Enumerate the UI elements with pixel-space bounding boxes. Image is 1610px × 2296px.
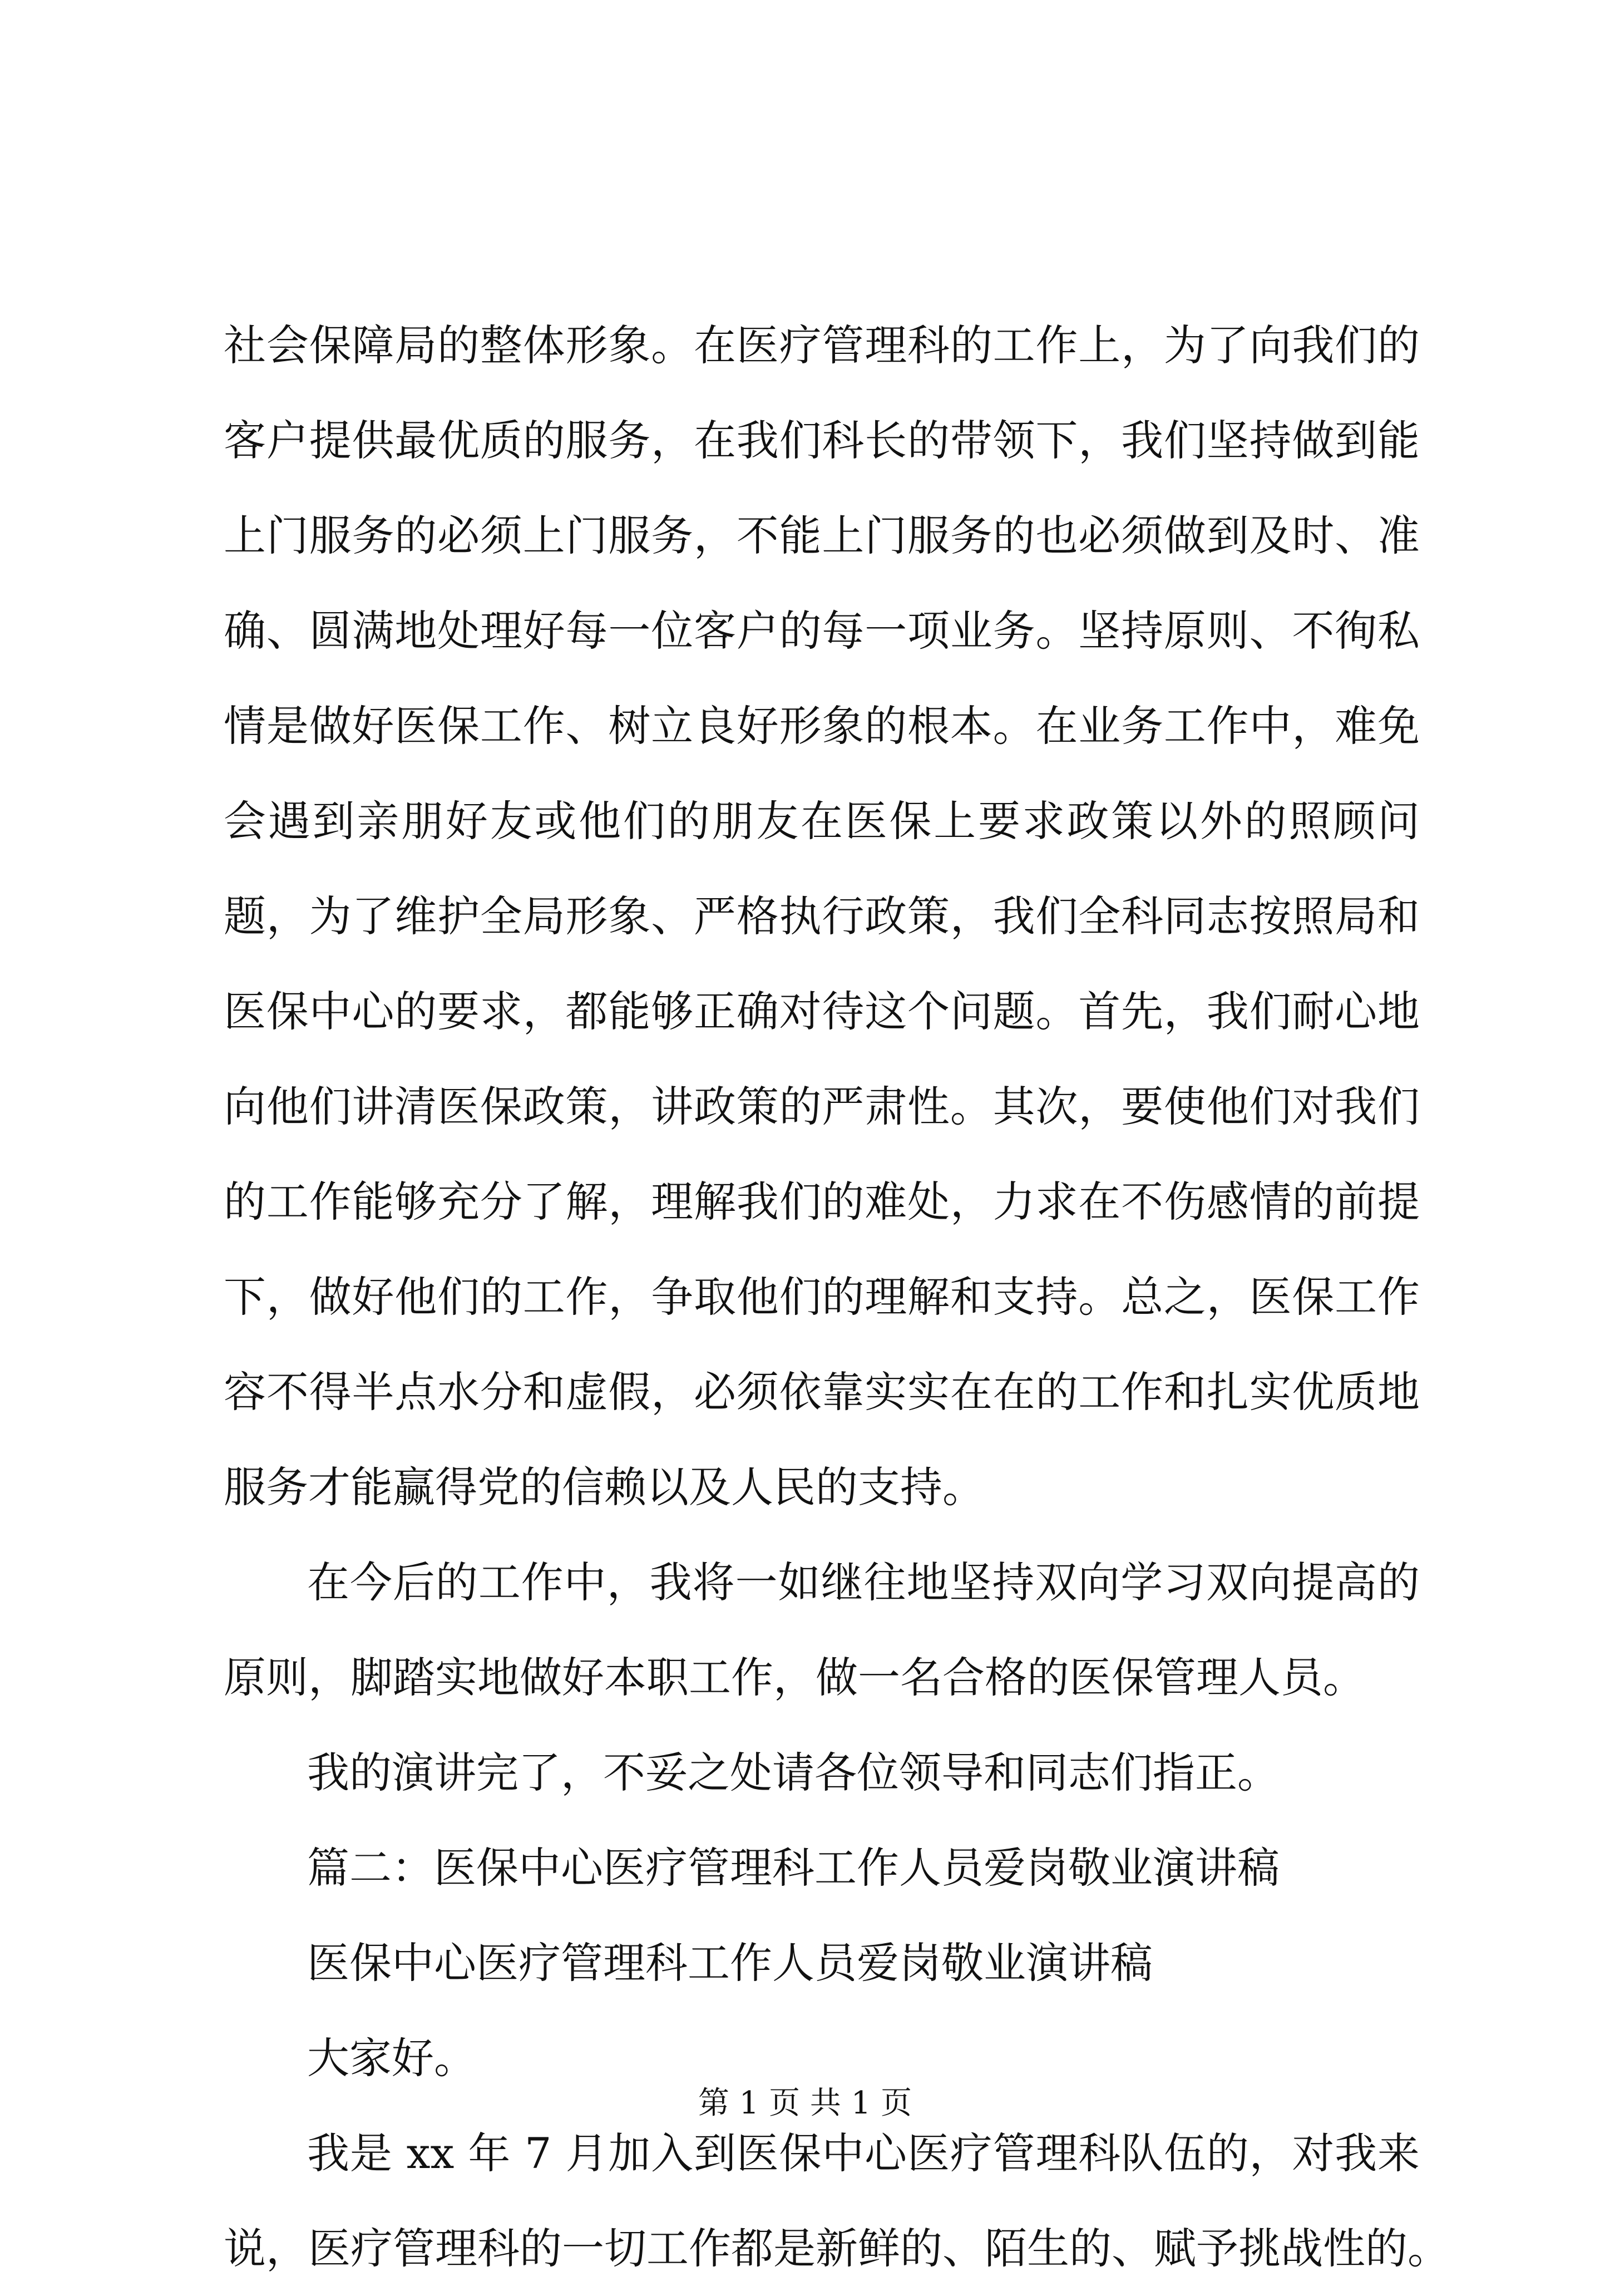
text-line: 情是做好医保工作、树立良好形象的根本。在业务工作中，难免: [224, 701, 1420, 751]
text-line: 向他们讲清医保政策，讲政策的严肃性。其次，要使他们对我们: [224, 1082, 1420, 1131]
text-line: 医保中心的要求，都能够正确对待这个问题。首先，我们耐心地: [224, 987, 1420, 1036]
text-line: 的工作能够充分了解，理解我们的难处，力求在不伤感情的前提: [224, 1177, 1420, 1226]
speech-title: 医保中心医疗管理科工作人员爱岗敬业演讲稿: [307, 1938, 1153, 1988]
body-text: [224, 298, 1450, 2296]
text-line: 题，为了维护全局形象、严格执行政策，我们全科同志按照局和: [224, 891, 1420, 941]
text-line: 服务才能赢得党的信赖以及人民的支持。: [224, 1462, 985, 1512]
text-line: 容不得半点水分和虚假，必须依靠实实在在的工作和扎实优质地: [224, 1367, 1420, 1417]
text-line: 原则，脚踏实地做好本职工作，做一名合格的医保管理人员。: [224, 1653, 1365, 1702]
section-heading: 篇二：医保中心医疗管理科工作人员爱岗敬业演讲稿: [307, 1843, 1280, 1893]
text-line: 客户提供最优质的服务，在我们科长的带领下，我们坚持做到能: [224, 416, 1420, 465]
text-line: 会遇到亲朋好友或他们的朋友在医保上要求政策以外的照顾问: [224, 796, 1420, 846]
text-line: 说，医疗管理科的一切工作都是新鲜的、陌生的、赋予挑战性的。: [224, 2224, 1450, 2273]
text-line: 上门服务的必须上门服务，不能上门服务的也必须做到及时、准: [224, 511, 1420, 560]
paragraph-first-line: 我是 xx 年 7 月加入到医保中心医疗管理科队伍的，对我来: [307, 2129, 1420, 2178]
page-footer: 第 1 页 共 1 页: [698, 2085, 912, 2121]
paragraph-first-line: 在今后的工作中，我将一如继往地坚持双向学习双向提高的: [307, 1558, 1420, 1607]
greeting: 大家好。: [307, 2033, 476, 2083]
text-line: 社会保障局的整体形象。在医疗管理科的工作上，为了向我们的: [224, 321, 1420, 370]
paragraph-first-line: 我的演讲完了，不妥之处请各位领导和同志们指正。: [307, 1748, 1280, 1797]
text-line: 下，做好他们的工作，争取他们的理解和支持。总之，医保工作: [224, 1272, 1420, 1322]
text-line: 确、圆满地处理好每一位客户的每一项业务。坚持原则、不徇私: [224, 606, 1420, 656]
